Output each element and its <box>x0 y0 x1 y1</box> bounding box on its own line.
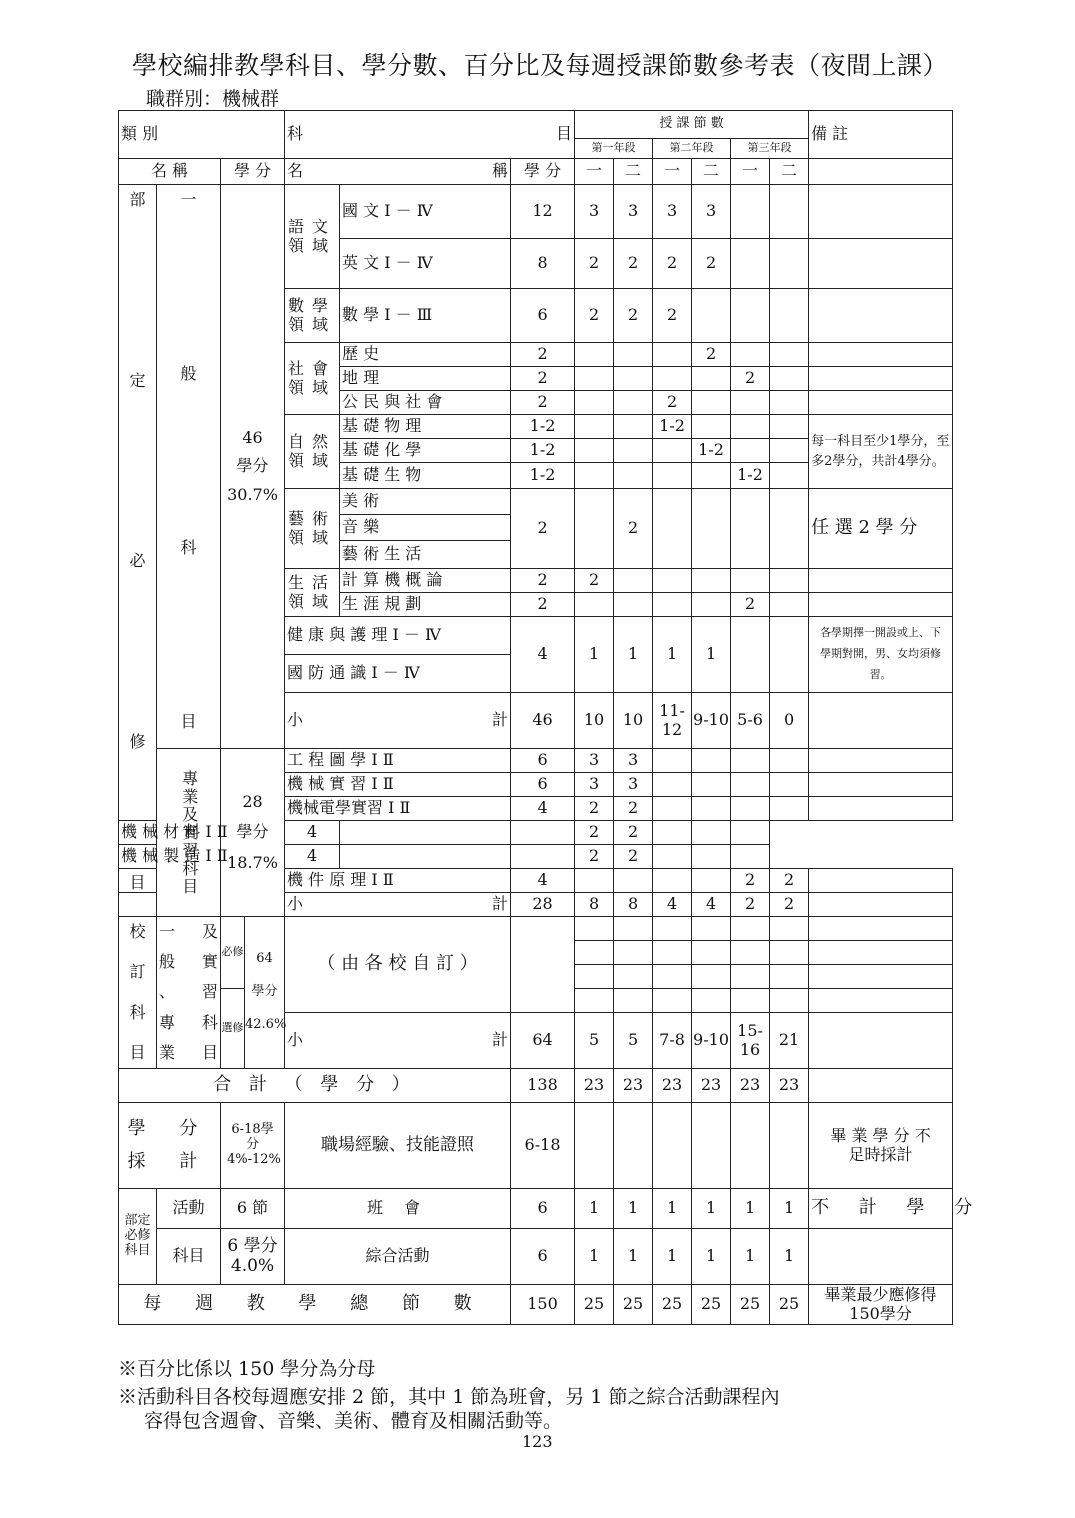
school-elective-label: 選修 <box>221 989 245 1069</box>
activity-credits: 6 <box>511 1189 575 1229</box>
course-name: 生 涯 規 劃 <box>340 593 511 617</box>
hours-cell <box>575 489 614 569</box>
hours-cell: 3 <box>575 749 614 773</box>
hours-cell <box>770 415 809 439</box>
hours-cell: 1 <box>770 1189 809 1229</box>
hours-cell: 1-2 <box>692 439 731 463</box>
course-credits: 2 <box>511 391 575 415</box>
page-number: 123 <box>522 1432 553 1451</box>
hours-cell: 1 <box>692 617 731 693</box>
course-name: 基 礎 化 學 <box>340 439 511 463</box>
hours-cell: 1 <box>692 1189 731 1229</box>
domain-social: 社會領域 <box>285 343 340 415</box>
remark-cell <box>809 185 953 239</box>
hours-cell <box>731 343 770 367</box>
hours-cell <box>614 569 653 593</box>
hours-cell <box>770 367 809 391</box>
hours-cell: 2 <box>575 289 614 343</box>
hours-cell <box>614 391 653 415</box>
hours-cell <box>575 343 614 367</box>
hours-cell: 23 <box>575 1069 614 1103</box>
remark-arts: 任 選 2 學 分 <box>809 489 953 569</box>
hours-cell: 1 <box>614 617 653 693</box>
hours-cell: 1 <box>653 617 692 693</box>
hours-cell: 2 <box>575 797 614 821</box>
hours-cell: 8 <box>575 893 614 917</box>
hours-cell: 2 <box>770 893 809 917</box>
hours-cell: 1 <box>653 1229 692 1285</box>
hours-cell <box>614 593 653 617</box>
hours-cell <box>770 239 809 289</box>
hours-cell: 2 <box>575 239 614 289</box>
hours-cell <box>731 239 770 289</box>
hours-cell <box>575 415 614 439</box>
term-label: 一 <box>731 159 770 185</box>
hours-cell <box>575 463 614 489</box>
hours-cell <box>340 821 511 845</box>
domain-life: 生活領域 <box>285 569 340 617</box>
hours-cell <box>653 593 692 617</box>
hours-cell: 3 <box>614 749 653 773</box>
hours-cell: 25 <box>575 1285 614 1325</box>
hours-cell <box>692 749 731 773</box>
hours-cell: 2 <box>731 593 770 617</box>
course-name: 音 樂 <box>340 515 511 541</box>
hours-cell <box>653 869 692 893</box>
hours-cell <box>731 749 770 773</box>
hours-cell <box>731 185 770 239</box>
school-sub-label: 一 般 、 專 業 及 實 習 科 目 <box>157 917 221 1069</box>
course-credits: 6 <box>511 773 575 797</box>
activity-hours: 6 節 <box>221 1189 285 1229</box>
remark-cell <box>809 239 953 289</box>
hours-cell <box>692 415 731 439</box>
hours-cell <box>731 289 770 343</box>
header-year2: 第二年段 <box>653 139 731 159</box>
course-credits: 1-2 <box>511 415 575 439</box>
footnote-2: ※活動科目各校每週應安排 2 節，其中 1 節為班會，另 1 節之綜合活動課程內 <box>118 1386 780 1408</box>
adopt-label: 學 分 採 計 <box>119 1103 221 1189</box>
domain-language: 語文領域 <box>285 185 340 289</box>
hours-cell: 2 <box>653 239 692 289</box>
remark-cell <box>809 391 953 415</box>
curriculum-table <box>118 110 985 1325</box>
hours-cell <box>770 569 809 593</box>
remark-cell <box>809 289 953 343</box>
hours-cell: 15-16 <box>731 1013 770 1069</box>
hours-cell: 2 <box>575 569 614 593</box>
hours-cell: 2 <box>770 869 809 893</box>
hours-cell <box>511 845 575 869</box>
hours-cell: 4 <box>653 893 692 917</box>
remark-health: 各學期擇一開設或上、下學期對開，男、女均須修習。 <box>809 617 953 693</box>
hours-cell <box>770 773 809 797</box>
hours-cell <box>731 439 770 463</box>
hours-cell <box>692 463 731 489</box>
header-subject-credits: 學 分 <box>511 159 575 185</box>
school-required-label: 必修 <box>221 917 245 989</box>
domain-science: 自然領域 <box>285 415 340 489</box>
hours-cell <box>770 289 809 343</box>
hours-cell <box>614 415 653 439</box>
hours-cell: 2 <box>653 289 692 343</box>
course-credits: 4 <box>511 797 575 821</box>
hours-cell <box>731 415 770 439</box>
hours-cell: 1 <box>692 1229 731 1285</box>
hours-cell <box>731 617 770 693</box>
hours-cell <box>770 617 809 693</box>
course-name: 國 防 通 識 Ⅰ － Ⅳ <box>285 655 511 693</box>
hours-cell: 3 <box>575 773 614 797</box>
header-year1: 第一年段 <box>575 139 653 159</box>
course-credits: 1-2 <box>511 463 575 489</box>
header-subject: 科 目 <box>285 111 575 159</box>
hours-cell: 0 <box>770 693 809 749</box>
hours-cell <box>653 367 692 391</box>
hours-cell: 3 <box>614 185 653 239</box>
pro-label-text: 專業及實習科目 <box>179 769 199 896</box>
header-credits: 學 分 <box>221 159 285 185</box>
hours-cell: 25 <box>692 1285 731 1325</box>
hours-cell: 2 <box>614 289 653 343</box>
hours-cell <box>692 593 731 617</box>
hours-cell <box>770 439 809 463</box>
term-label: 一 <box>653 159 692 185</box>
course-name: 工 程 圖 學 Ⅰ Ⅱ <box>285 749 511 773</box>
activity-note: 不 計 學 分 <box>809 1189 953 1229</box>
total-credits: 138 <box>511 1069 575 1103</box>
hours-cell <box>692 797 731 821</box>
hours-cell <box>770 343 809 367</box>
activity-note <box>809 1229 953 1285</box>
hours-cell: 1 <box>575 1229 614 1285</box>
remark-science: 每一科目至少1學分，至多2學分，共計4學分。 <box>809 415 953 489</box>
school-subtotal-name: 小 計 <box>285 1013 511 1069</box>
hours-cell: 5 <box>575 1013 614 1069</box>
hours-cell: 25 <box>653 1285 692 1325</box>
hours-cell: 1 <box>614 1189 653 1229</box>
page-title: 學校編排教學科目、學分數、百分比及每週授課節數參考表（夜間上課） <box>132 51 949 80</box>
hours-cell: 2 <box>614 797 653 821</box>
header-category: 類 別 <box>119 111 285 159</box>
hours-cell: 23 <box>614 1069 653 1103</box>
hours-cell <box>731 489 770 569</box>
hours-cell: 4 <box>692 893 731 917</box>
header-hours: 授 課 節 數 <box>575 111 809 139</box>
hours-cell: 5-6 <box>731 693 770 749</box>
course-name: 基 礎 生 物 <box>340 463 511 489</box>
course-name: 計 算 機 概 論 <box>340 569 511 593</box>
course-credits: 2 <box>511 489 575 569</box>
weekly-note: 畢業最少應修得150學分 <box>809 1285 953 1325</box>
hours-cell: 2 <box>614 845 653 869</box>
hours-cell <box>692 489 731 569</box>
activity-label: 科目 <box>157 1229 221 1285</box>
hours-cell <box>614 343 653 367</box>
hours-cell <box>653 439 692 463</box>
hours-cell: 1 <box>575 1189 614 1229</box>
hours-cell <box>692 773 731 797</box>
hours-cell: 1 <box>614 1229 653 1285</box>
hours-cell <box>653 463 692 489</box>
course-name: 機械電學實習 Ⅰ Ⅱ <box>285 797 511 821</box>
course-credits: 8 <box>511 239 575 289</box>
hours-cell <box>653 821 692 845</box>
hours-cell <box>653 489 692 569</box>
course-credits: 1-2 <box>511 439 575 463</box>
course-credits: 4 <box>511 869 575 893</box>
pro-credits: 28 學分 18.7% <box>221 749 285 917</box>
general-label: 一 般 科 目 <box>157 185 221 749</box>
hours-cell: 2 <box>692 343 731 367</box>
hours-cell: 1 <box>731 1189 770 1229</box>
hours-cell <box>731 797 770 821</box>
hours-cell <box>692 391 731 415</box>
required-group-label: 部 定 必 修 <box>119 185 157 821</box>
hours-cell <box>770 593 809 617</box>
hours-cell <box>770 489 809 569</box>
hours-cell: 3 <box>575 185 614 239</box>
hours-cell <box>731 391 770 415</box>
required-group-label-bottom: 目 <box>119 869 157 893</box>
course-credits: 6 <box>511 289 575 343</box>
course-name: 機 械 製 造 Ⅰ Ⅱ <box>119 845 221 869</box>
hours-cell <box>770 749 809 773</box>
footnote-3: 容得包含週會、音樂、美術、體育及相關活動等。 <box>144 1410 563 1432</box>
course-name: 藝 術 生 活 <box>340 541 511 569</box>
course-credits: 4 <box>511 617 575 693</box>
hours-cell <box>653 343 692 367</box>
hours-cell <box>692 821 731 845</box>
hours-cell <box>770 185 809 239</box>
course-name: 公 民 與 社 會 <box>340 391 511 415</box>
activity-label: 活動 <box>157 1189 221 1229</box>
school-label: 校 訂 科 目 <box>119 917 157 1069</box>
course-credits: 2 <box>511 343 575 367</box>
general-subtotal-credits: 46 <box>511 693 575 749</box>
hours-cell: 2 <box>614 821 653 845</box>
course-name: 國 文 Ⅰ － Ⅳ <box>340 185 511 239</box>
hours-cell: 5 <box>614 1013 653 1069</box>
hours-cell: 23 <box>692 1069 731 1103</box>
hours-cell: 25 <box>614 1285 653 1325</box>
activity-group: 部定必修科目 <box>119 1189 157 1285</box>
hours-cell: 3 <box>653 185 692 239</box>
hours-cell: 25 <box>770 1285 809 1325</box>
course-credits: 2 <box>511 569 575 593</box>
course-name: 機 械 材 料 Ⅰ Ⅱ <box>119 821 221 845</box>
hours-cell <box>614 367 653 391</box>
hours-cell <box>653 749 692 773</box>
weekly-credits: 150 <box>511 1285 575 1325</box>
hours-cell <box>731 773 770 797</box>
hours-cell <box>653 569 692 593</box>
course-name: 基 礎 物 理 <box>340 415 511 439</box>
course-name: 健 康 與 護 理 Ⅰ － Ⅳ <box>285 617 511 655</box>
hours-cell: 21 <box>770 1013 809 1069</box>
adopt-name: 職場經驗、技能證照 <box>285 1103 511 1189</box>
hours-cell: 1 <box>653 1189 692 1229</box>
course-credits: 4 <box>285 821 340 845</box>
hours-cell: 11-12 <box>653 693 692 749</box>
page-subtitle: 職群別：機械群 <box>146 88 280 110</box>
hours-cell <box>770 391 809 415</box>
hours-cell <box>770 797 809 821</box>
hours-cell <box>575 439 614 463</box>
adopt-note: 畢 業 學 分 不足時採計 <box>809 1103 953 1189</box>
adopt-value: 6-18 <box>511 1103 575 1189</box>
hours-cell <box>575 869 614 893</box>
activity-name: 班 會 <box>285 1189 511 1229</box>
hours-cell <box>614 463 653 489</box>
adopt-credits: 6-18學分4%-12% <box>221 1103 285 1189</box>
pro-subtotal-credits: 28 <box>511 893 575 917</box>
header-subject-name: 名 稱 <box>285 159 511 185</box>
hours-cell <box>692 569 731 593</box>
hours-cell: 23 <box>770 1069 809 1103</box>
course-name: 機 件 原 理 Ⅰ Ⅱ <box>285 869 511 893</box>
header-remarks: 備 註 <box>809 111 953 159</box>
term-label: 二 <box>692 159 731 185</box>
course-name: 歷 史 <box>340 343 511 367</box>
term-label: 二 <box>614 159 653 185</box>
hours-cell: 2 <box>731 893 770 917</box>
total-label: 合 計 （ 學 分 ） <box>119 1069 511 1103</box>
hours-cell: 23 <box>653 1069 692 1103</box>
hours-cell: 3 <box>692 185 731 239</box>
general-subtotal-name: 小 計 <box>285 693 511 749</box>
general-credits: 46 學分 30.7% <box>221 185 285 749</box>
hours-cell: 9-10 <box>692 693 731 749</box>
hours-cell: 1 <box>575 617 614 693</box>
hours-cell <box>653 845 692 869</box>
activity-credits: 6 <box>511 1229 575 1285</box>
hours-cell <box>614 869 653 893</box>
hours-cell <box>692 845 731 869</box>
course-name: 地 理 <box>340 367 511 391</box>
hours-cell <box>340 845 511 869</box>
term-label: 二 <box>770 159 809 185</box>
hours-cell <box>511 821 575 845</box>
hours-cell: 1 <box>770 1229 809 1285</box>
hours-cell: 7-8 <box>653 1013 692 1069</box>
hours-cell: 9-10 <box>692 1013 731 1069</box>
term-label: 一 <box>575 159 614 185</box>
hours-cell: 2 <box>575 845 614 869</box>
hours-cell <box>653 773 692 797</box>
hours-cell: 2 <box>731 367 770 391</box>
hours-cell: 2 <box>575 821 614 845</box>
hours-cell: 10 <box>575 693 614 749</box>
header-name: 名 稱 <box>119 159 221 185</box>
hours-cell: 2 <box>653 391 692 415</box>
hours-cell: 8 <box>614 893 653 917</box>
hours-cell: 2 <box>692 239 731 289</box>
domain-arts: 藝術領域 <box>285 489 340 569</box>
hours-cell <box>692 869 731 893</box>
header-year3: 第三年段 <box>731 139 809 159</box>
hours-cell: 1-2 <box>653 415 692 439</box>
domain-math: 數學領域 <box>285 289 340 343</box>
footnote-1: ※百分比係以 150 學分為分母 <box>118 1358 376 1380</box>
course-credits: 2 <box>511 367 575 391</box>
remark-cell <box>809 343 953 367</box>
hours-cell <box>653 797 692 821</box>
hours-cell <box>692 367 731 391</box>
school-credits: 64 學分 42.6% <box>245 917 285 1069</box>
hours-cell <box>575 367 614 391</box>
course-name: 數 學 Ⅰ － Ⅲ <box>340 289 511 343</box>
hours-cell: 3 <box>614 773 653 797</box>
course-name: 機 械 實 習 Ⅰ Ⅱ <box>285 773 511 797</box>
hours-cell <box>731 569 770 593</box>
course-name: 英 文 Ⅰ － Ⅳ <box>340 239 511 289</box>
weekly-label: 每 週 教 學 總 節 數 <box>119 1285 511 1325</box>
hours-cell <box>575 391 614 415</box>
school-subtotal-credits: 64 <box>511 1013 575 1069</box>
hours-cell <box>575 593 614 617</box>
activity-credits-label: 6 學分 4.0% <box>221 1229 285 1285</box>
course-credits: 2 <box>511 593 575 617</box>
course-name: 美 術 <box>340 489 511 515</box>
hours-cell: 2 <box>731 869 770 893</box>
hours-cell: 2 <box>614 489 653 569</box>
hours-cell: 1 <box>731 1229 770 1285</box>
school-placeholder: （ 由 各 校 自 訂 ） <box>285 917 511 1013</box>
hours-cell <box>692 289 731 343</box>
hours-cell <box>770 463 809 489</box>
course-credits: 6 <box>511 749 575 773</box>
course-credits: 4 <box>285 845 340 869</box>
hours-cell: 23 <box>731 1069 770 1103</box>
remark-cell <box>809 593 953 617</box>
pro-subtotal-name: 小 計 <box>285 893 511 917</box>
activity-name: 綜合活動 <box>285 1229 511 1285</box>
course-credits: 12 <box>511 185 575 239</box>
hours-cell: 10 <box>614 693 653 749</box>
hours-cell <box>614 439 653 463</box>
hours-cell: 2 <box>614 239 653 289</box>
remark-cell <box>809 569 953 593</box>
hours-cell: 1-2 <box>731 463 770 489</box>
hours-cell: 25 <box>731 1285 770 1325</box>
remark-cell <box>809 367 953 391</box>
